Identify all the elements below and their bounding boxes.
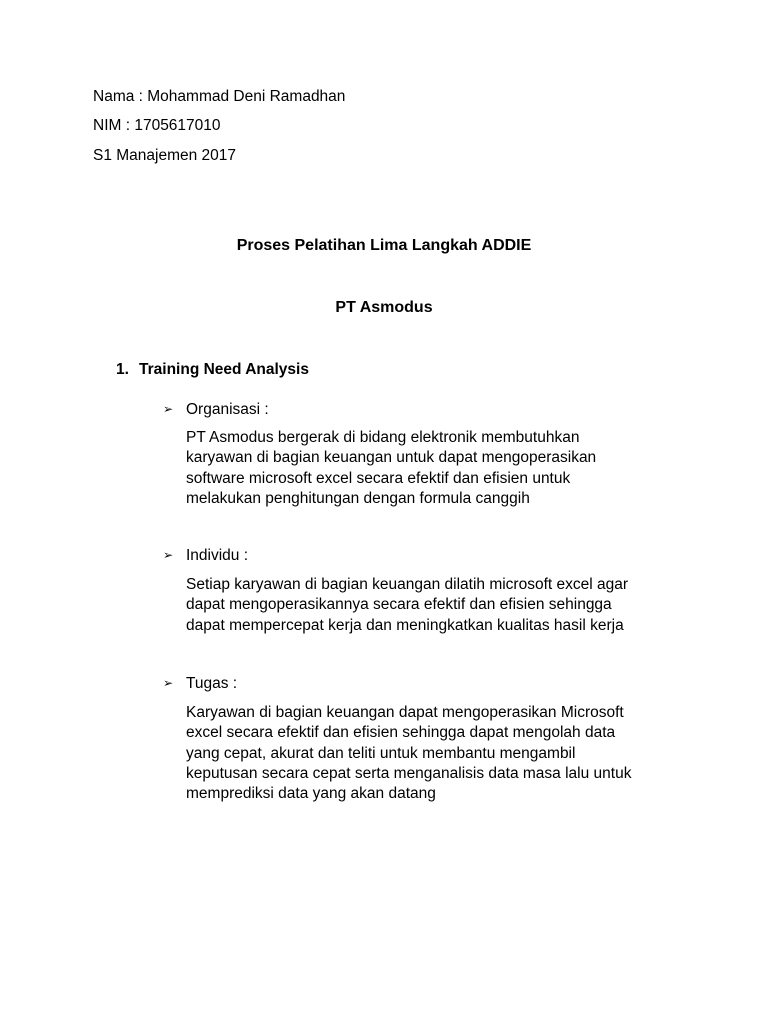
paragraph-line: Setiap karyawan di bagian keuangan dilatih microsoft excel agar bbox=[186, 576, 629, 593]
arrow-bullet-icon: ➢ bbox=[163, 548, 174, 562]
bullet-label: Tugas : bbox=[186, 675, 238, 692]
document-title: Proses Pelatihan Lima Langkah ADDIE bbox=[236, 237, 532, 254]
student-name: Nama : Mohammad Deni Ramadhan bbox=[93, 88, 346, 105]
bullet-label: Organisasi : bbox=[186, 401, 269, 418]
bullet-item-organisasi bbox=[163, 399, 269, 420]
student-program: S1 Manajemen 2017 bbox=[93, 147, 237, 164]
paragraph-line: PT Asmodus bergerak di bidang elektronik membutuhkan bbox=[186, 429, 580, 446]
paragraph-line: keputusan secara cepat serta menganalisis data masa lalu untuk bbox=[186, 764, 632, 782]
bullet-label: Individu : bbox=[186, 547, 249, 564]
arrow-bullet-icon: ➢ bbox=[163, 402, 174, 416]
bullet-item-individu bbox=[163, 545, 248, 566]
paragraph-line: yang cepat, akurat dan teliti untuk membantu mengambil bbox=[186, 744, 576, 762]
paragraph-line: software microsoft excel secara efektif dan efisien untuk bbox=[186, 469, 571, 487]
paragraph-line: Karyawan di bagian keuangan dapat mengoperasikan Microsoft bbox=[186, 704, 624, 721]
paragraph-line: dapat mempercepat kerja dan meningkatkan kualitas hasil kerja bbox=[186, 616, 624, 634]
bullet-item-tugas bbox=[163, 673, 237, 694]
paragraph-line: memprediksi data yang akan datang bbox=[186, 785, 436, 803]
section-number: 1. bbox=[116, 361, 129, 378]
document-subtitle: PT Asmodus bbox=[335, 299, 433, 316]
paragraph-line: karyawan di bagian keuangan untuk dapat mengoperasikan bbox=[186, 449, 597, 467]
paragraph-organisasi bbox=[186, 428, 706, 509]
paragraph-line: dapat mengoperasikannya secara efektif dan efisien sehingga bbox=[186, 596, 612, 614]
paragraph-individu bbox=[186, 575, 706, 636]
section-heading-text: Training Need Analysis bbox=[139, 361, 309, 378]
paragraph-line: excel secara efektif dan efisien sehingga dapat mengolah data bbox=[186, 724, 616, 742]
paragraph-tugas bbox=[186, 703, 706, 804]
paragraph-line: melakukan penghitungan dengan formula canggih bbox=[186, 489, 530, 507]
section-heading bbox=[116, 360, 309, 380]
student-nim: NIM : 1705617010 bbox=[93, 117, 221, 134]
arrow-bullet-icon: ➢ bbox=[163, 676, 174, 690]
